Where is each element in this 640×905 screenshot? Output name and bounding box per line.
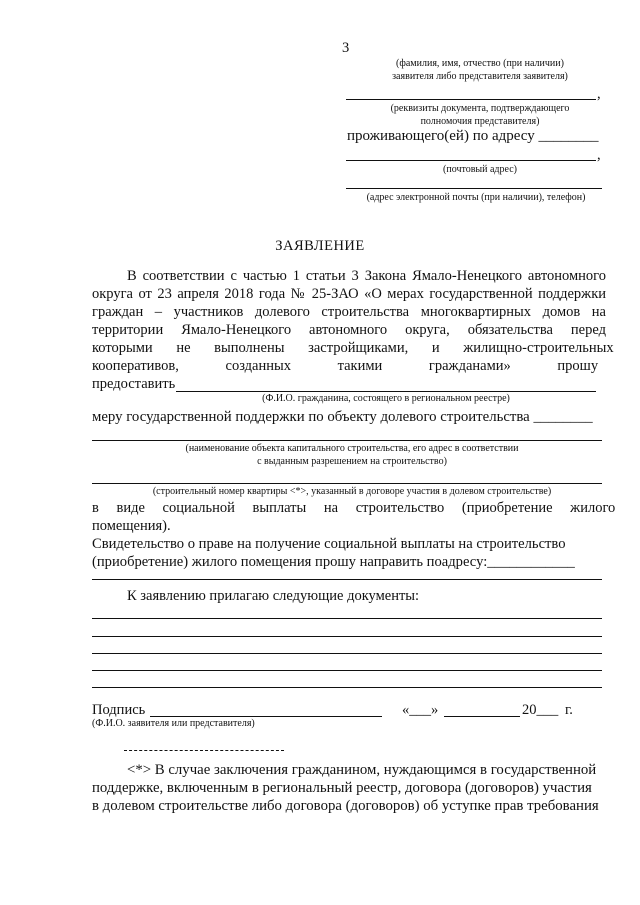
paragraph-line-3 <box>92 304 606 321</box>
caption-email-phone: (адрес электронной почты (при наличии), телефон) <box>366 192 586 203</box>
paragraph-line-6 <box>92 358 606 375</box>
mail-address-line <box>92 579 602 580</box>
caption-citizen: (Ф.И.О. гражданина, состоящего в региональном реестре) <box>262 393 510 404</box>
email-line <box>346 188 602 189</box>
social-line-1 <box>92 500 616 517</box>
attachment-line-3 <box>92 653 602 654</box>
comma-1: , <box>597 86 601 102</box>
certificate-line-1: Свидетельство о праве на получение социальной выплаты на строительство <box>92 536 566 552</box>
p1-line2-text: округа от 23 апреля 2018 года № 25-ЗАО «О мерах государственной поддержки <box>92 286 606 302</box>
caption-object-2: с выданным разрешением на строительство) <box>257 456 447 467</box>
measure-text: меру государственной поддержки по объекту долевого строительства ________ <box>92 409 593 425</box>
comma-2: , <box>597 147 601 163</box>
caption-fio-1: (фамилия, имя, отчество (при наличии) <box>396 58 564 69</box>
provide-label: предоставить <box>92 376 176 392</box>
attachment-line-5 <box>92 687 602 688</box>
signature-label: Подпись <box>92 702 146 718</box>
residing-label: проживающего(ей) по адресу ________ <box>347 128 599 144</box>
attachment-line-1 <box>92 618 602 619</box>
attachment-line-4 <box>92 670 602 671</box>
p1-line1-text: В соответствии с частью 1 статьи 3 Закона Ямало-Ненецкого автономного <box>127 268 606 284</box>
footnote-line-1: <*> В случае заключения гражданином, нуждающимся в государственной <box>127 762 597 778</box>
caption-postal-address: (почтовый адрес) <box>443 164 517 175</box>
social-line1-text: в виде социальной выплаты на строительство (приобретение жилого <box>92 500 616 516</box>
date-year-suffix: г. <box>565 702 573 718</box>
date-year: 20___ <box>522 702 559 718</box>
paragraph-line-5 <box>92 340 614 357</box>
caption-fio-2: заявителя либо представителя заявителя) <box>392 71 568 82</box>
p1-line5-text: которыми не выполнены застройщиками, и жилищно-строительных <box>92 340 614 356</box>
page-number: 3 <box>342 40 350 56</box>
document-title: ЗАЯВЛЕНИЕ <box>275 238 365 254</box>
footnote-line-3: в долевом строительстве либо договора (договоров) об уступке прав требования <box>92 798 599 814</box>
paragraph-line-2 <box>92 286 606 303</box>
apartment-line <box>92 483 602 484</box>
p1-line4-text: территории Ямало-Ненецкого автономного округа, обязательства перед <box>92 322 606 338</box>
date-day: «___» <box>402 702 439 718</box>
footnote-separator <box>124 750 284 751</box>
citizen-name-line <box>176 391 596 392</box>
footnote-line-2: поддержке, включенным в региональный реестр, договора (договоров) участия <box>92 780 592 796</box>
certificate-line-2: (приобретение) жилого помещения прошу направить поадресу:____________ <box>92 554 575 570</box>
document-details-line <box>346 99 596 100</box>
caption-document-2: полномочия представителя) <box>420 116 540 127</box>
attachment-line-2 <box>92 636 602 637</box>
caption-applicant: (Ф.И.О. заявителя или представителя) <box>92 718 255 729</box>
date-month-line <box>444 716 520 717</box>
p1-line6-text: кооперативов, созданных такими гражданами» прошу <box>92 358 599 374</box>
object-line <box>92 440 602 441</box>
caption-document-1: (реквизиты документа, подтверждающего <box>390 103 570 114</box>
address-line <box>346 160 596 161</box>
paragraph-line-1 <box>127 268 606 285</box>
social-line-2: помещения). <box>92 518 171 534</box>
attachments-label: К заявлению прилагаю следующие документы: <box>127 588 420 604</box>
paragraph-line-4 <box>92 322 606 339</box>
caption-object-1: (наименование объекта капитального строительства, его адрес в соответствии <box>185 443 519 454</box>
signature-line <box>150 716 382 717</box>
caption-apartment: (строительный номер квартиры <*>, указанный в договоре участия в долевом строительстве) <box>152 486 552 497</box>
p1-line3-text: граждан – участников долевого строительства многоквартирных домов на <box>92 304 606 320</box>
